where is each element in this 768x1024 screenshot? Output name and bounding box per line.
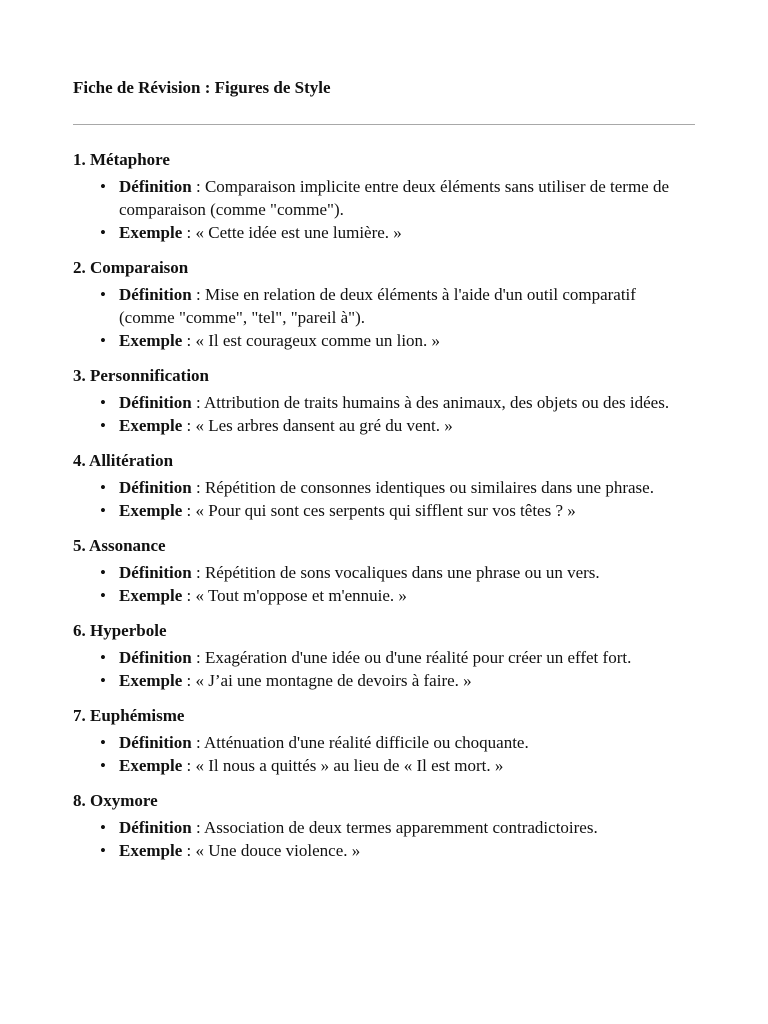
bullet-icon: • xyxy=(100,841,106,860)
list-item-example xyxy=(100,839,695,862)
bullet-icon: • xyxy=(100,478,106,497)
item-text: : Répétition de consonnes identiques ou similaires dans une phrase. xyxy=(191,478,654,497)
item-text: : « Il nous a quittés » au lieu de « Il est mort. » xyxy=(182,756,504,775)
item-text: : Comparaison implicite entre deux éléments sans utiliser de terme de comparaison (comme "comme"). xyxy=(119,177,670,219)
section-items xyxy=(73,646,695,692)
bullet-icon: • xyxy=(100,733,106,752)
list-item-definition xyxy=(100,646,695,669)
section-euphemisme xyxy=(73,704,695,777)
bullet-icon: • xyxy=(100,223,106,242)
list-item-example xyxy=(100,584,695,607)
list-item-definition xyxy=(100,561,695,584)
item-term: Définition xyxy=(119,393,192,412)
bullet-icon: • xyxy=(100,285,106,304)
item-text: : « Il est courageux comme un lion. » xyxy=(182,331,441,350)
section-heading: 6. Hyperbole xyxy=(73,621,167,640)
item-text: : « Cette idée est une lumière. » xyxy=(182,223,402,242)
list-item-example xyxy=(100,754,695,777)
item-text: : « J’ai une montagne de devoirs à faire. » xyxy=(182,671,472,690)
item-term: Exemple xyxy=(119,586,183,605)
bullet-icon: • xyxy=(100,416,106,435)
document-title: Fiche de Révision : Figures de Style xyxy=(73,78,331,97)
section-personnification xyxy=(73,364,695,437)
section-metaphore xyxy=(73,148,695,244)
bullet-icon: • xyxy=(100,501,106,520)
bullet-icon: • xyxy=(100,393,106,412)
section-items xyxy=(73,561,695,607)
bullet-icon: • xyxy=(100,331,106,350)
item-term: Exemple xyxy=(119,841,183,860)
item-term: Exemple xyxy=(119,331,183,350)
section-items xyxy=(73,283,695,352)
list-item-definition xyxy=(100,816,695,839)
list-item-definition xyxy=(100,175,695,221)
sections-container xyxy=(73,148,695,862)
list-item-example xyxy=(100,414,695,437)
item-term: Exemple xyxy=(119,223,183,242)
section-items xyxy=(73,476,695,522)
item-text: : « Une douce violence. » xyxy=(182,841,361,860)
item-term: Définition xyxy=(119,648,192,667)
bullet-icon: • xyxy=(100,586,106,605)
section-comparaison xyxy=(73,256,695,352)
section-oxymore xyxy=(73,789,695,862)
item-text: : Association de deux termes apparemment contradictoires. xyxy=(191,818,598,837)
item-term: Exemple xyxy=(119,501,183,520)
list-item-definition xyxy=(100,391,695,414)
item-term: Exemple xyxy=(119,756,183,775)
section-items xyxy=(73,175,695,244)
item-term: Définition xyxy=(119,177,192,196)
bullet-icon: • xyxy=(100,563,106,582)
bullet-icon: • xyxy=(100,756,106,775)
section-heading: 7. Euphémisme xyxy=(73,706,185,725)
item-term: Exemple xyxy=(119,671,183,690)
section-heading: 2. Comparaison xyxy=(73,258,189,277)
title-divider xyxy=(73,124,695,125)
bullet-icon: • xyxy=(100,818,106,837)
list-item-definition xyxy=(100,731,695,754)
item-text: : « Les arbres dansent au gré du vent. » xyxy=(182,416,453,435)
item-text: : Attribution de traits humains à des animaux, des objets ou des idées. xyxy=(191,393,670,412)
item-term: Exemple xyxy=(119,416,183,435)
item-term: Définition xyxy=(119,818,192,837)
list-item-example xyxy=(100,329,695,352)
section-items xyxy=(73,391,695,437)
section-heading: 8. Oxymore xyxy=(73,791,158,810)
item-term: Définition xyxy=(119,478,192,497)
bullet-icon: • xyxy=(100,648,106,667)
item-term: Définition xyxy=(119,733,192,752)
section-heading: 1. Métaphore xyxy=(73,150,170,169)
item-term: Définition xyxy=(119,285,192,304)
list-item-example xyxy=(100,221,695,244)
list-item-definition xyxy=(100,476,695,499)
list-item-example xyxy=(100,499,695,522)
item-term: Définition xyxy=(119,563,192,582)
section-assonance xyxy=(73,534,695,607)
item-text: : Atténuation d'une réalité difficile ou choquante. xyxy=(191,733,529,752)
bullet-icon: • xyxy=(100,671,106,690)
item-text: : « Tout m'oppose et m'ennuie. » xyxy=(182,586,407,605)
list-item-definition xyxy=(100,283,695,329)
item-text: : Répétition de sons vocaliques dans une phrase ou un vers. xyxy=(191,563,600,582)
section-heading: 3. Personnification xyxy=(73,366,209,385)
section-alliteration xyxy=(73,449,695,522)
item-text: : Mise en relation de deux éléments à l'aide d'un outil comparatif (comme "comme", "tel", "pareil à"). xyxy=(119,285,636,327)
section-items xyxy=(73,731,695,777)
section-heading: 5. Assonance xyxy=(73,536,166,555)
list-item-example xyxy=(100,669,695,692)
bullet-icon: • xyxy=(100,177,106,196)
section-heading: 4. Allitération xyxy=(73,451,174,470)
item-text: : Exagération d'une idée ou d'une réalité pour créer un effet fort. xyxy=(191,648,632,667)
section-hyperbole xyxy=(73,619,695,692)
section-items xyxy=(73,816,695,862)
item-text: : « Pour qui sont ces serpents qui sifflent sur vos têtes ? » xyxy=(182,501,576,520)
